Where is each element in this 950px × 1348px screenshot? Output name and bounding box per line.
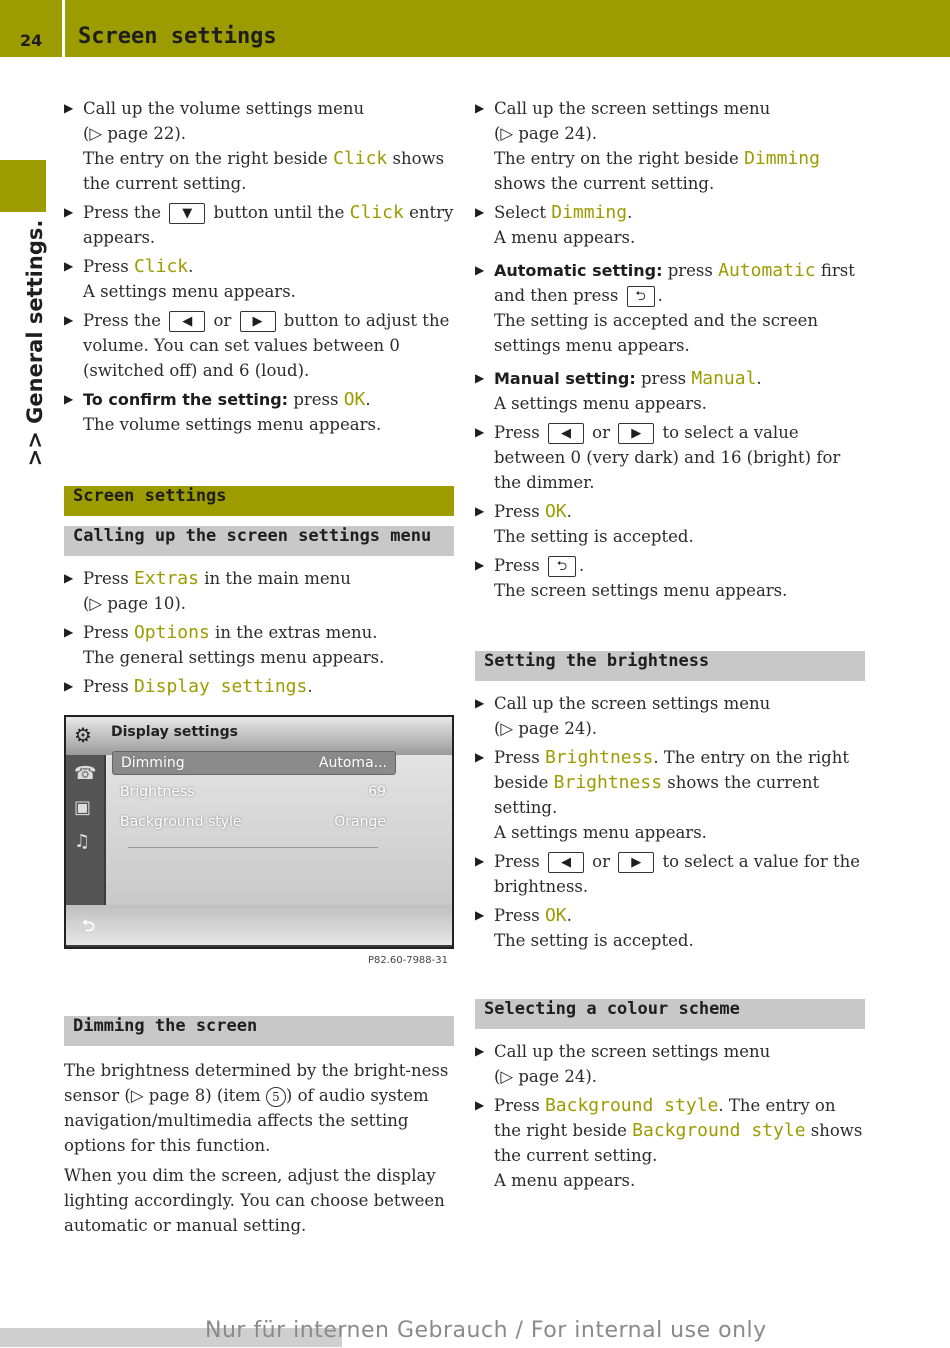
menu-term: Extras (133, 568, 199, 589)
bullet-triangle-icon: ▶ (475, 371, 485, 385)
left-column (64, 96, 454, 1243)
section-dimming: Dimming the screen (64, 1016, 454, 1046)
section-brightness: Setting the brightness (475, 651, 865, 681)
step-select-brightness: ▶ Press ◀ or ▶ to select a value for the brightness. (475, 849, 865, 899)
menu-term: Display settings (133, 676, 308, 697)
step-confirm-volume: ▶ To confirm the setting: press OK. The volume settings menu appears. (64, 389, 382, 434)
back-key-icon: ⮌ (627, 286, 655, 307)
bullet-triangle-icon: ▶ (64, 679, 74, 693)
bullet-triangle-icon: ▶ (475, 750, 485, 764)
menu-term: Dimming (551, 202, 628, 223)
section-calling-up: Calling up the screen settings menu (64, 526, 454, 556)
image-code: P82.60-7988-31 (367, 955, 448, 966)
step-select-dimming: ▶ Select Dimming. A menu appears. (475, 202, 636, 247)
right-key-icon: ▶ (618, 852, 654, 873)
step-press-down: ▶ Press the ▼ button until the Click entry appears. (64, 202, 454, 247)
bullet-triangle-icon: ▶ (64, 205, 74, 219)
down-key-icon: ▼ (169, 203, 205, 224)
display-settings-screenshot (64, 715, 454, 949)
menu-term: Click (133, 256, 189, 277)
menu-term: Automatic (718, 260, 816, 281)
menu-term: Click (349, 202, 404, 223)
bullet-triangle-icon: ▶ (64, 392, 74, 406)
radio-icon: ▣ (74, 797, 92, 818)
left-key-icon: ◀ (548, 423, 584, 444)
step-press-background: ▶ Press Background style. The entry on the right beside Background style shows the current setting. A menu appears. (475, 1095, 863, 1190)
menu-term: Brightness (544, 747, 654, 768)
back-key-icon: ⮌ (548, 556, 576, 577)
right-column (475, 96, 865, 1197)
bullet-triangle-icon: ▶ (475, 101, 485, 115)
back-icon[interactable]: ⮌ (82, 916, 95, 935)
menu-term: OK (544, 905, 567, 926)
screen-sidebar (66, 755, 104, 905)
dimming-paragraph-2: When you dim the screen, adjust the display lighting accordingly. You can choose between automatic or manual setting. (64, 1166, 445, 1235)
item-number-icon: 5 (266, 1087, 286, 1107)
bullet-triangle-icon: ▶ (64, 313, 74, 327)
step-press-options: ▶ Press Options in the extras menu. The general settings menu appears. (64, 622, 385, 667)
right-key-icon: ▶ (618, 423, 654, 444)
right-key-icon: ▶ (240, 311, 276, 332)
bullet-triangle-icon: ▶ (64, 259, 74, 273)
bullet-triangle-icon: ▶ (475, 854, 485, 868)
step-select-dim-value: ▶ Press ◀ or ▶ to select a value between 0 (very dark) and 16 (bright) for the dimmer. (475, 420, 865, 495)
step-press-extras: ▶ Press Extras in the main menu (▷ page 10). (64, 568, 351, 613)
step-press-click: ▶ Press Click. A settings menu appears. (64, 256, 296, 301)
screen-row-dimming[interactable]: Dimming Automa... (112, 751, 396, 775)
screen-footer (66, 905, 452, 945)
bullet-triangle-icon: ▶ (475, 696, 485, 710)
bullet-triangle-icon: ▶ (475, 558, 485, 572)
bullet-triangle-icon: ▶ (64, 101, 74, 115)
header-divider (62, 0, 65, 57)
chapter-tab (0, 212, 70, 474)
bullet-triangle-icon: ▶ (64, 571, 74, 585)
step-press-brightness: ▶ Press Brightness. The entry on the right beside Brightness shows the current setting. A settings menu appears. (475, 747, 849, 842)
gear-icon: ⚙ (74, 723, 92, 747)
dimming-paragraph-1: The brightness determined by the bright-ness sensor (▷ page 8) (item 5 ) of audio system navigation/multimedia affects the setting options for this function. (64, 1061, 449, 1155)
step-volume-menu: ▶ Call up the volume settings menu (▷ page 22). The entry on the right beside Click shows the current setting. (64, 96, 454, 196)
step-colour-menu: ▶ Call up the screen settings menu (▷ page 24). (475, 1039, 865, 1089)
step-adjust-volume: ▶ Press the ◀ or ▶ button to adjust the volume. You can set values between 0 (switched off) and 6 (loud). (64, 308, 454, 383)
left-key-icon: ◀ (548, 852, 584, 873)
step-press-back: ▶ Press ⮌ . The screen settings menu appears. (475, 553, 865, 603)
bullet-triangle-icon: ▶ (475, 425, 485, 439)
left-key-icon: ◀ (169, 311, 205, 332)
step-manual: ▶ Manual setting: press Manual. A settings menu appears. (475, 368, 762, 413)
screen-title: Display settings (111, 724, 238, 740)
bullet-triangle-icon: ▶ (475, 205, 485, 219)
screen-divider (128, 847, 378, 848)
bullet-triangle-icon: ▶ (475, 908, 485, 922)
step-automatic: ▶ Automatic setting: press Automatic first and then press ⮌ . The setting is accepted and the screen settings menu appears. (475, 260, 855, 355)
menu-term: OK (343, 389, 366, 410)
bullet-triangle-icon: ▶ (475, 1098, 485, 1112)
menu-term: Brightness (553, 772, 663, 793)
section-colour-scheme: Selecting a colour scheme (475, 999, 865, 1029)
section-screen-settings: Screen settings (64, 486, 454, 516)
bullet-triangle-icon: ▶ (475, 263, 485, 277)
step-brightness-menu: ▶ Call up the screen settings menu (▷ page 24). (475, 691, 865, 741)
menu-term: Background style (632, 1120, 806, 1141)
screen-row-background[interactable]: Background style Orange (120, 814, 386, 830)
menu-term: Dimming (744, 148, 820, 169)
screen-row-brightness[interactable]: Brightness 69 (120, 784, 386, 800)
step-screen-menu: ▶ Call up the screen settings menu (▷ page 24). The entry on the right beside Dimming shows the current setting. (475, 96, 865, 196)
menu-term: Manual (691, 368, 757, 389)
menu-term: Options (133, 622, 210, 643)
step-press-ok-brightness: ▶ Press OK. The setting is accepted. (475, 905, 694, 950)
step-press-display-settings: ▶ Press Display settings. (64, 676, 313, 697)
phone-icon: ☎ (74, 763, 97, 784)
bullet-triangle-icon: ▶ (64, 625, 74, 639)
music-note-icon: ♫ (74, 831, 91, 852)
menu-term: Click (333, 148, 388, 169)
watermark: Nur für internen Gebrauch / For internal use only (205, 1318, 767, 1343)
chapter-tab-label: >> General settings. (23, 219, 47, 467)
side-marker (0, 160, 46, 212)
menu-term: OK (544, 501, 567, 522)
page-title: Screen settings (78, 24, 277, 49)
bullet-triangle-icon: ▶ (475, 1044, 485, 1058)
menu-term: Background style (544, 1095, 719, 1116)
step-press-ok-dim: ▶ Press OK. The setting is accepted. (475, 501, 694, 546)
bullet-triangle-icon: ▶ (475, 504, 485, 518)
page-number: 24 (20, 31, 43, 50)
